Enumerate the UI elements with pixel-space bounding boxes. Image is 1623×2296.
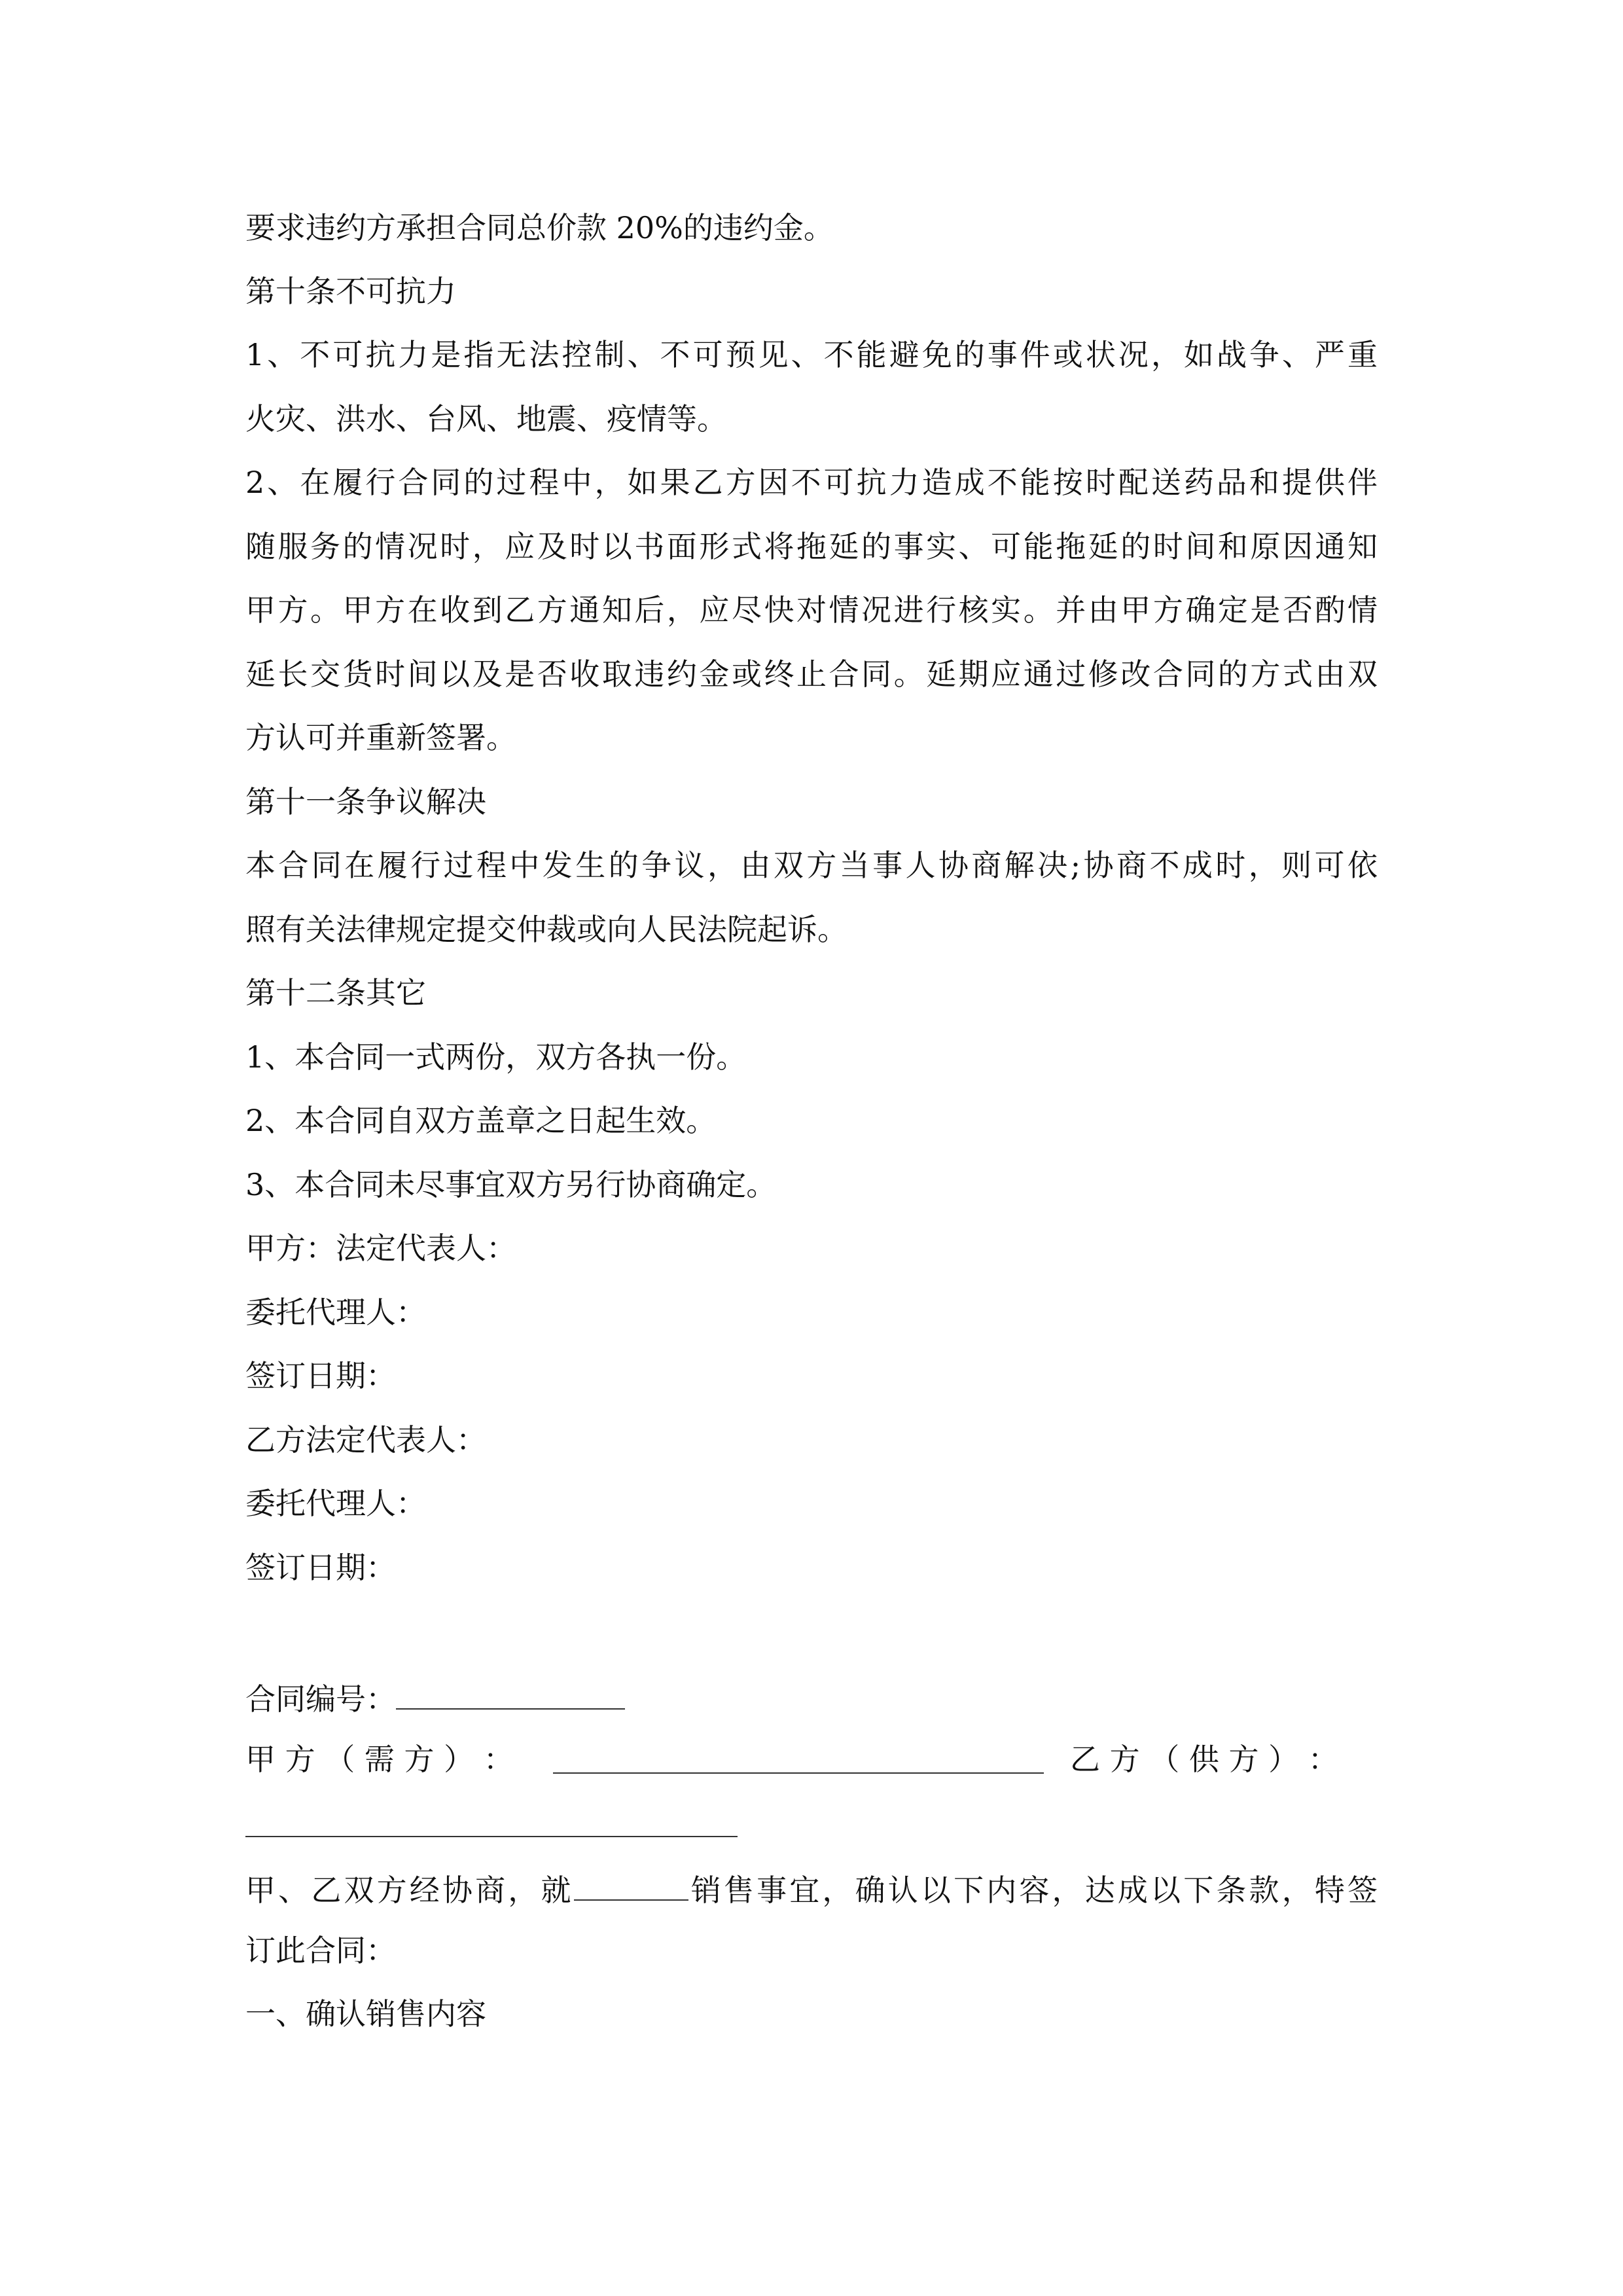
force-majeure-clause-2-line-2: 随服务的情况时，应及时以书面形式将拖延的事实、可能拖延的时间和原因通知: [245, 529, 1378, 564]
party-b-label-char: 乙: [1070, 1742, 1100, 1777]
party-b-label-char: ：: [1308, 1742, 1338, 1777]
party-b-label-char: 供: [1188, 1742, 1219, 1777]
dispute-clause-line-1: 本合同在履行过程中发生的争议，由双方当事人协商解决;协商不成时，则可依: [245, 848, 1378, 883]
contract-number-row: [245, 1676, 1378, 1719]
party-a-agent: 委托代理人：: [245, 1295, 426, 1330]
article-eleven-heading: 第十一条争议解决: [245, 784, 486, 819]
party-a-label-char: 方: [285, 1742, 315, 1777]
party-b-legal-rep: 乙方法定代表人：: [245, 1422, 486, 1458]
party-b-label: [1070, 1740, 1364, 1779]
party-a-label-char: ）: [444, 1742, 474, 1777]
party-a-blank[interactable]: [553, 1740, 1044, 1774]
sales-item-blank[interactable]: [574, 1867, 688, 1901]
force-majeure-clause-1-line-2: 火灾、洪水、台风、地震、疫情等。: [245, 401, 727, 437]
dispute-clause-line-2: 照有关法律规定提交仲裁或向人民法院起诉。: [245, 912, 847, 947]
article-ten-heading: 第十条不可抗力: [245, 274, 456, 309]
parties-row: [245, 1740, 1378, 1779]
agreement-line-1: [245, 1867, 1378, 1910]
agreement-suffix: 销售事宜，确认以下内容，达成以下条款，特签: [688, 1873, 1378, 1908]
article-twelve-heading: 第十二条其它: [245, 975, 426, 1011]
penalty-clause-line: 要求违约方承担合同总价款 20%的违约金。: [245, 210, 834, 245]
party-a-label-char: （: [325, 1742, 355, 1777]
force-majeure-clause-2-line-1: 2、在履行合同的过程中，如果乙方因不可抗力造成不能按时配送药品和提供伴: [245, 465, 1378, 500]
force-majeure-clause-2-line-5: 方认可并重新签署。: [245, 720, 516, 755]
contract-number-blank[interactable]: [396, 1676, 625, 1710]
other-clause-1: 1、本合同一式两份，双方各执一份。: [245, 1039, 747, 1075]
other-clause-2: 2、本合同自双方盖章之日起生效。: [245, 1103, 717, 1138]
other-clause-3: 3、本合同未尽事宜双方另行协商确定。: [245, 1167, 777, 1202]
party-a-label-char: ：: [483, 1742, 514, 1777]
party-b-label-char: ）: [1268, 1742, 1299, 1777]
party-a-label-char: 方: [404, 1742, 435, 1777]
party-a-label-char: 需: [364, 1742, 395, 1777]
party-b-label-char: （: [1149, 1742, 1180, 1777]
agreement-prefix: 甲、乙双方经协商，就: [245, 1873, 574, 1908]
force-majeure-clause-2-line-4: 延长交货时间以及是否收取违约金或终止合同。延期应通过修改合同的方式由双: [245, 656, 1378, 692]
contract-number-label: 合同编号：: [245, 1681, 396, 1717]
party-b-sign-date: 签订日期：: [245, 1550, 396, 1585]
section-one-heading: 一、确认销售内容: [245, 1996, 486, 2032]
party-a-sign-date: 签订日期：: [245, 1358, 396, 1393]
party-a-label: [245, 1740, 540, 1779]
party-b-blank[interactable]: [245, 1836, 738, 1837]
party-b-label-char: 方: [1228, 1742, 1259, 1777]
party-b-label-char: 方: [1109, 1742, 1140, 1777]
party-b-agent: 委托代理人：: [245, 1486, 426, 1521]
agreement-line-2: 订此合同：: [245, 1933, 396, 1968]
force-majeure-clause-2-line-3: 甲方。甲方在收到乙方通知后，应尽快对情况进行核实。并由甲方确定是否酌情: [245, 592, 1378, 628]
party-a-label-char: 甲: [245, 1742, 276, 1777]
party-a-legal-rep: 甲方：法定代表人：: [245, 1230, 516, 1266]
force-majeure-clause-1-line-1: 1、不可抗力是指无法控制、不可预见、不能避免的事件或状况，如战争、严重: [245, 337, 1378, 372]
